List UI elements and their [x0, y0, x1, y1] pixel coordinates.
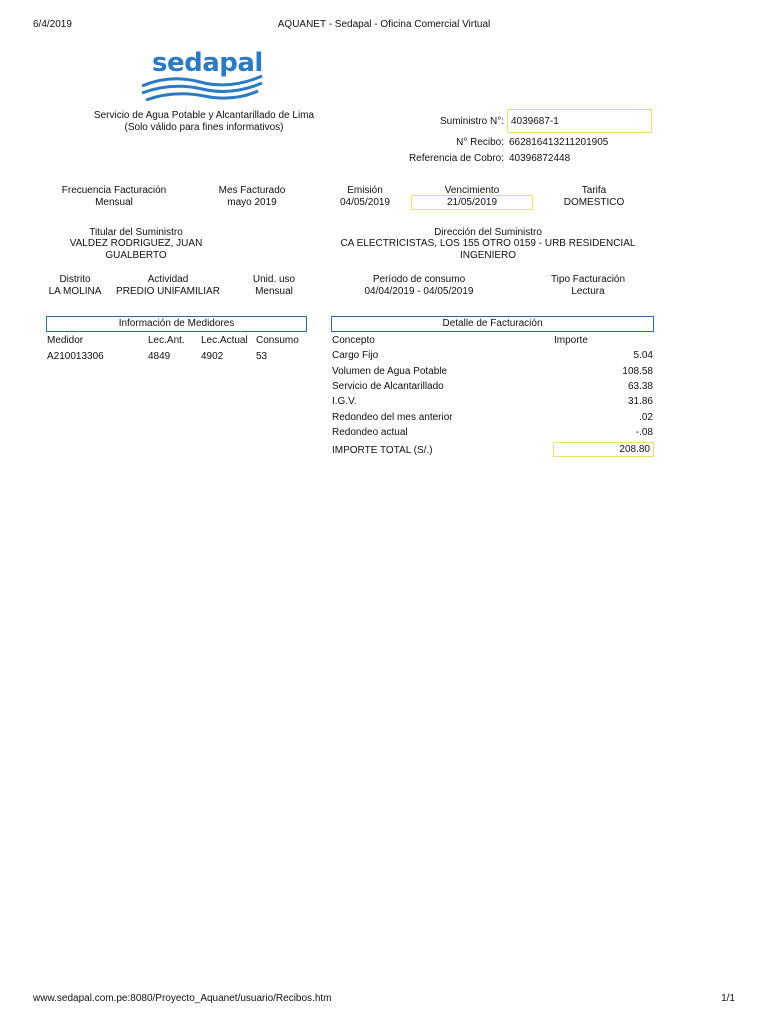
total-label: IMPORTE TOTAL (S/.)	[332, 445, 433, 456]
tipo-value: Lectura	[571, 286, 605, 297]
actividad-label: Actividad	[147, 274, 189, 285]
referencia-label: Referencia de Cobro:	[408, 153, 504, 164]
titular-name-line1: VALDEZ RODRIGUEZ, JUAN	[69, 238, 203, 249]
vencimiento-label: Vencimiento	[444, 185, 500, 196]
detalle-importe: .02	[639, 412, 653, 423]
detalle-concepto: Redondeo actual	[332, 427, 408, 438]
direccion-label: Dirección del Suministro	[434, 227, 542, 238]
recibo-label: N° Recibo:	[456, 137, 504, 148]
direccion-line2: INGENIERO	[459, 250, 517, 261]
actividad-value: PREDIO UNIFAMILIAR	[116, 286, 220, 297]
emision-value: 04/05/2019	[339, 197, 391, 208]
mes-label: Mes Facturado	[218, 185, 286, 196]
tarifa-value: DOMESTICO	[563, 197, 625, 208]
consumo-value: 53	[256, 351, 268, 362]
detalle-concepto: Volumen de Agua Potable	[332, 366, 448, 377]
detalle-concepto: I.G.V.	[332, 396, 357, 407]
detalle-importe: 31.86	[627, 396, 653, 407]
detalle-concepto: Cargo Fijo	[332, 350, 379, 361]
total-value: 208.80	[553, 442, 654, 457]
importe-col-header: Importe	[554, 335, 588, 346]
unid-value: Mensual	[255, 286, 293, 297]
detalle-importe: -.08	[635, 427, 653, 438]
brand-disclaimer: (Solo válido para fines informativos)	[124, 122, 284, 133]
tipo-label: Tipo Facturación	[550, 274, 626, 285]
brand-subtitle: Servicio de Agua Potable y Alcantarillado de Lima	[93, 110, 315, 121]
suministro-value: 4039687-1	[507, 109, 652, 133]
detalle-concepto: Servicio de Alcantarillado	[332, 381, 444, 392]
lec-actual-value: 4902	[201, 351, 224, 362]
periodo-label: Período de consumo	[372, 274, 466, 285]
sedapal-logo	[140, 48, 265, 108]
detalle-header: Detalle de Facturación	[331, 316, 654, 332]
water-waves-icon	[140, 48, 265, 108]
unid-label: Unid. uso	[252, 274, 296, 285]
detalle-concepto: Redondeo del mes anterior	[332, 412, 453, 423]
suministro-label: Suministro N°:	[439, 116, 504, 127]
page-title: AQUANET - Sedapal - Oficina Comercial Virtual	[277, 19, 491, 30]
referencia-value: 40396872448	[509, 153, 571, 164]
recibo-value: 662816413211201905	[509, 137, 609, 148]
emision-label: Emisión	[347, 185, 383, 196]
periodo-value: 04/04/2019 - 04/05/2019	[364, 286, 474, 297]
logo-wordmark: sedapal	[152, 48, 263, 78]
distrito-label: Distrito	[59, 274, 91, 285]
page-number: 1/1	[721, 993, 735, 1004]
detalle-importe: 108.58	[622, 366, 653, 377]
frecuencia-label: Frecuencia Facturación	[61, 185, 167, 196]
direccion-line1: CA ELECTRICISTAS, LOS 155 OTRO 0159 - URB RESIDENCIAL	[340, 238, 636, 249]
consumo-col-header: Consumo	[256, 335, 299, 346]
frecuencia-value: Mensual	[95, 197, 133, 208]
lec-ant-value: 4849	[148, 351, 171, 362]
mes-value: mayo 2019	[227, 197, 277, 208]
print-date: 6/4/2019	[33, 19, 72, 30]
medidor-col-header: Medidor	[47, 335, 84, 346]
detalle-importe: 63.38	[627, 381, 653, 392]
vencimiento-value: 21/05/2019	[411, 195, 533, 210]
lec-ant-col-header: Lec.Ant.	[148, 335, 185, 346]
medidor-value: A210013306	[47, 351, 104, 362]
titular-name-line2: GUALBERTO	[105, 250, 167, 261]
titular-label: Titular del Suministro	[89, 227, 183, 238]
lec-actual-col-header: Lec.Actual	[201, 335, 248, 346]
detalle-importe: 5.04	[633, 350, 653, 361]
concepto-col-header: Concepto	[332, 335, 375, 346]
footer-url: www.sedapal.com.pe:8080/Proyecto_Aquanet/usuario/Recibos.htm	[33, 993, 332, 1004]
medidores-header: Información de Medidores	[46, 316, 307, 332]
distrito-value: LA MOLINA	[48, 286, 102, 297]
tarifa-label: Tarifa	[581, 185, 607, 196]
